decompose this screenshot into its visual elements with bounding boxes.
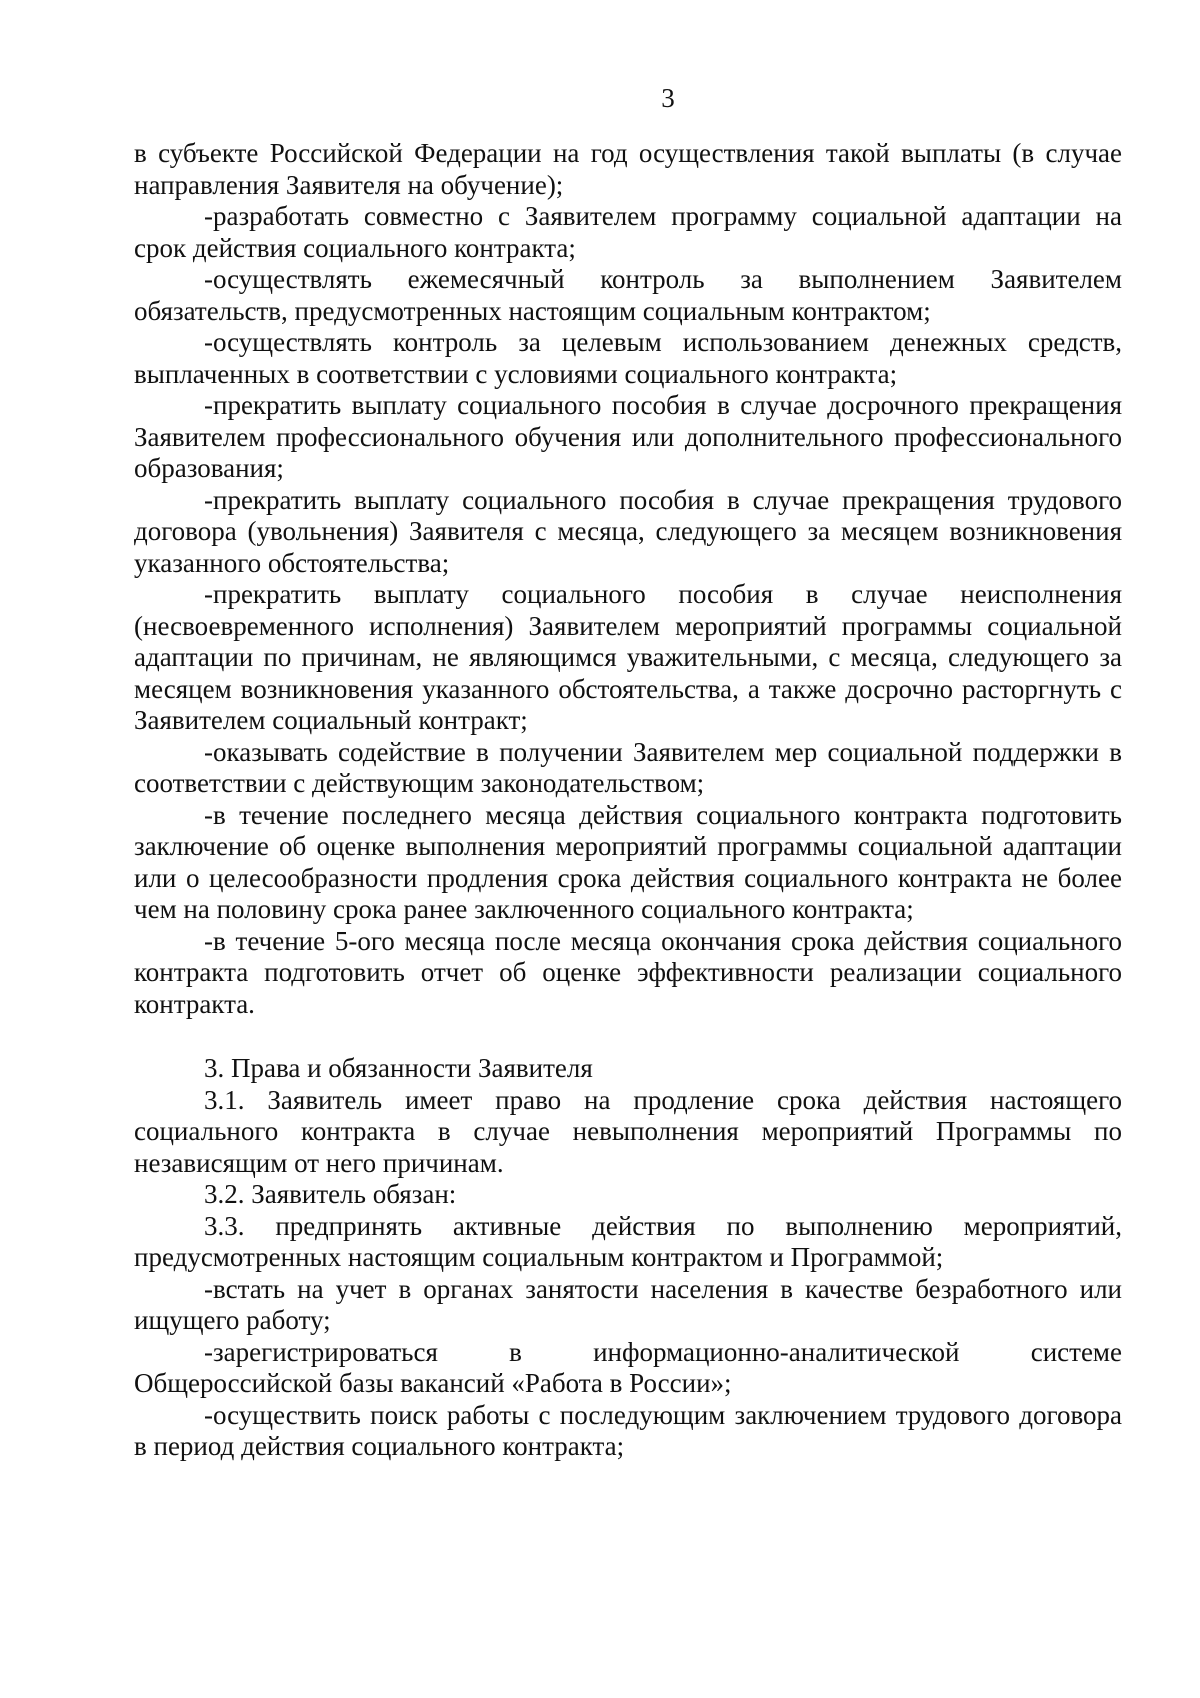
- paragraph: в субъекте Российской Федерации на год осуществления такой выплаты (в случае направления Заявителя на обучение);: [134, 138, 1122, 200]
- paragraph: -в течение 5-ого месяца после месяца окончания срока действия социального контракта подготовить отчет об оценке эффективности реализации социального контракта.: [134, 925, 1122, 1019]
- page-number: 3: [661, 83, 675, 113]
- paragraph: -прекратить выплату социального пособия в случае прекращения трудового договора (увольнения) Заявителя с месяца, следующего за месяцем возникновения указанного обстоятельства;: [134, 484, 1122, 578]
- paragraph: -прекратить выплату социального пособия в случае неисполнения (несвоевременного исполнения) Заявителем мероприятий программы социальной адаптации по причинам, не являющимся уважительными, с месяца, следующего за месяцем возникновения указанного обстоятельства, а также досрочно расторгнуть с Заявителем социальный контракт;: [134, 579, 1122, 735]
- paragraph: 3.1. Заявитель имеет право на продление срока действия настоящего социального контракта в случае невыполнения мероприятий Программы по независящим от него причинам.: [134, 1084, 1122, 1178]
- paragraph: -зарегистрироваться в информационно-аналитической системе Общероссийской базы вакансий «Работа в России»;: [134, 1336, 1122, 1398]
- paragraph: -прекратить выплату социального пособия в случае досрочного прекращения Заявителем профессионального обучения или дополнительного профессионального образования;: [134, 390, 1122, 483]
- document-body: [134, 138, 1122, 1463]
- paragraph: 3.2. Заявитель обязан:: [204, 1179, 457, 1209]
- paragraph: 3.3. предпринять активные действия по выполнению мероприятий, предусмотренных настоящим социальным контрактом и Программой;: [134, 1210, 1122, 1272]
- paragraph: -разработать совместно с Заявителем программу социальной адаптации на срок действия социального контракта;: [134, 201, 1122, 263]
- section-heading: 3. Права и обязанности Заявителя: [204, 1053, 593, 1083]
- paragraph: -осуществлять ежемесячный контроль за выполнением Заявителем обязательств, предусмотренных настоящим социальным контрактом;: [134, 264, 1122, 326]
- paragraph: -осуществлять контроль за целевым использованием денежных средств, выплаченных в соответствии с условиями социального контракта;: [134, 327, 1122, 389]
- paragraph: -осуществить поиск работы с последующим заключением трудового договора в период действия социального контракта;: [134, 1399, 1122, 1461]
- paragraph: -встать на учет в органах занятости населения в качестве безработного или ищущего работу;: [134, 1273, 1122, 1335]
- paragraph: -в течение последнего месяца действия социального контракта подготовить заключение об оценке выполнения мероприятий программы социальной адаптации или о целесообразности продления срока действия социального контракта не более чем на половину срока ранее заключенного социального контракта;: [134, 799, 1122, 924]
- paragraph: -оказывать содействие в получении Заявителем мер социальной поддержки в соответствии с действующим законодательством;: [134, 736, 1122, 798]
